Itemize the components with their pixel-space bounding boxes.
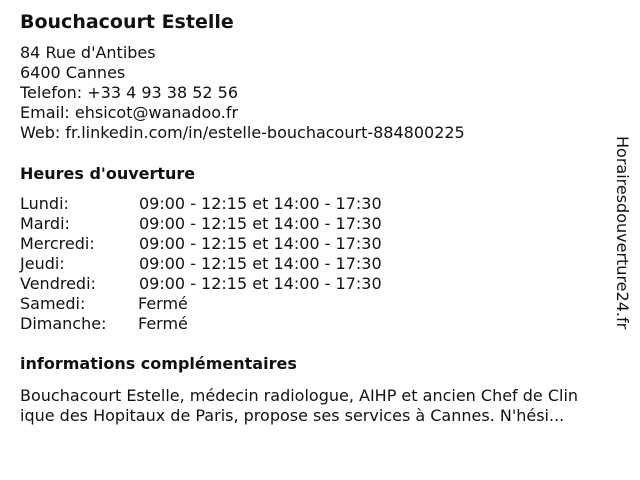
description-text bbox=[20, 386, 620, 426]
description-line: ique des Hopitaux de Paris, propose ses services à Cannes. N'hési... bbox=[20, 406, 565, 425]
description-line: Bouchacourt Estelle, médecin radiologue, AIHP et ancien Chef de Clin bbox=[20, 386, 579, 405]
day-label: Samedi: bbox=[20, 294, 86, 313]
time-range: 09:00 - 12:15 et 14:00 - 17:30 bbox=[139, 274, 382, 293]
closed-label: Fermé bbox=[138, 294, 188, 313]
day-label: Dimanche: bbox=[20, 314, 107, 333]
day-label: Mercredi: bbox=[20, 234, 95, 253]
address-city: 6400 Cannes bbox=[20, 63, 126, 82]
opening-hours-heading: Heures d'ouverture bbox=[20, 164, 196, 183]
time-range: 09:00 - 12:15 et 14:00 - 17:30 bbox=[139, 234, 382, 253]
phone-text: Telefon: +33 4 93 38 52 56 bbox=[20, 83, 239, 102]
day-label: Vendredi: bbox=[20, 274, 96, 293]
additional-info-heading: informations complémentaires bbox=[20, 354, 297, 373]
day-label: Jeudi: bbox=[20, 254, 65, 273]
business-name: Bouchacourt Estelle bbox=[20, 11, 234, 33]
time-range: 09:00 - 12:15 et 14:00 - 17:30 bbox=[139, 254, 382, 273]
time-range: 09:00 - 12:15 et 14:00 - 17:30 bbox=[139, 194, 382, 213]
address-street: 84 Rue d'Antibes bbox=[20, 43, 156, 62]
closed-label: Fermé bbox=[138, 314, 188, 333]
site-watermark: Horairesdouverture24.fr bbox=[613, 136, 632, 330]
contact-block bbox=[20, 43, 465, 143]
day-label: Lundi: bbox=[20, 194, 69, 213]
website-text: Web: fr.linkedin.com/in/estelle-bouchacourt-884800225 bbox=[20, 123, 465, 142]
time-range: 09:00 - 12:15 et 14:00 - 17:30 bbox=[139, 214, 382, 233]
email-text: Email: ehsicot@wanadoo.fr bbox=[20, 103, 239, 122]
day-label: Mardi: bbox=[20, 214, 70, 233]
